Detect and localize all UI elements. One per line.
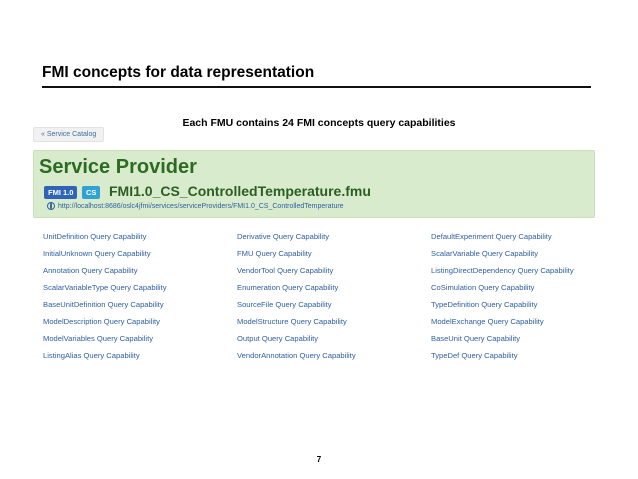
service-provider-banner [33, 150, 595, 218]
capability-link[interactable]: TypeDefinition Query Capability [431, 300, 538, 309]
capability-link[interactable]: Derivative Query Capability [237, 232, 330, 241]
capability-link[interactable]: UnitDefinition Query Capability [43, 232, 147, 241]
capability-link[interactable]: ModelExchange Query Capability [431, 317, 544, 326]
capability-link[interactable]: VendorAnnotation Query Capability [237, 351, 356, 360]
service-provider-heading: Service Provider [39, 156, 197, 178]
fmi-version-badge: FMI 1.0 [44, 186, 77, 199]
page-number: 7 [316, 455, 322, 464]
capability-link[interactable]: ScalarVariableType Query Capability [43, 283, 167, 292]
capability-column-2 [237, 232, 356, 368]
slide-subtitle: Each FMU contains 24 FMI concepts query capabilities [182, 117, 456, 129]
capability-link[interactable]: BaseUnitDefinition Query Capability [43, 300, 164, 309]
capability-column-3 [431, 232, 574, 368]
capability-link[interactable]: BaseUnit Query Capability [431, 334, 521, 343]
title-divider [42, 86, 591, 88]
capability-link[interactable]: ScalarVariable Query Capability [431, 249, 539, 258]
globe-icon [47, 202, 55, 210]
capability-link[interactable]: CoSimulation Query Capability [431, 283, 535, 292]
capability-link[interactable]: Enumeration Query Capability [237, 283, 339, 292]
capability-column-1 [43, 232, 167, 368]
capability-link[interactable]: SourceFile Query Capability [237, 300, 332, 309]
fmu-name: FMI1.0_CS_ControlledTemperature.fmu [109, 183, 371, 199]
capability-link[interactable]: VendorTool Query Capability [237, 266, 334, 275]
capability-link[interactable]: DefaultExperiment Query Capability [431, 232, 552, 241]
capability-link[interactable]: FMU Query Capability [237, 249, 312, 258]
service-provider-url[interactable]: http://localhost:8686/oslc4jfmi/services/serviceProviders/FMI1.0_CS_ControlledTemperature [58, 203, 344, 210]
capability-link[interactable]: Annotation Query Capability [43, 266, 138, 275]
capability-link[interactable]: InitialUnknown Query Capability [43, 249, 151, 258]
breadcrumb-service-catalog[interactable]: « Service Catalog [33, 127, 104, 142]
slide-title: FMI concepts for data representation [42, 64, 315, 81]
service-provider-link[interactable] [47, 202, 344, 210]
capability-link[interactable]: TypeDef Query Capability [431, 351, 518, 360]
capability-link[interactable]: ModelStructure Query Capability [237, 317, 347, 326]
capability-link[interactable]: Output Query Capability [237, 334, 319, 343]
cs-type-badge: CS [82, 186, 100, 199]
capability-link[interactable]: ModelDescription Query Capability [43, 317, 160, 326]
capability-link[interactable]: ListingDirectDependency Query Capability [431, 266, 574, 275]
capability-link[interactable]: ModelVariables Query Capability [43, 334, 154, 343]
capability-link[interactable]: ListingAlias Query Capability [43, 351, 140, 360]
